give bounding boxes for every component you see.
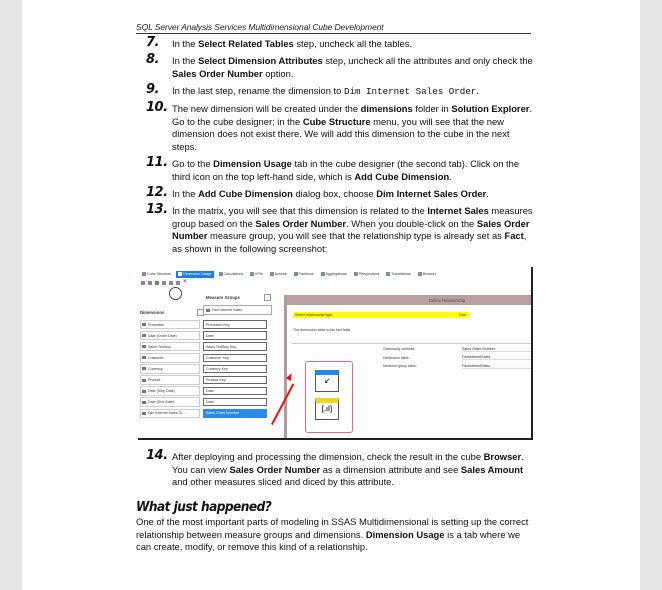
dimension-cell [140,331,200,341]
step-number: 9. [146,81,159,97]
tab-calculations [217,271,246,278]
matrix-row [140,374,274,385]
add-cube-dimension-icon [155,281,159,285]
dimension-cell [140,409,200,419]
tab-label: Aggregations [325,272,347,276]
tab-label: Cube Structure [147,272,172,276]
measure-group-icon [206,309,210,312]
dimension-cell [140,386,200,396]
step-item [136,448,536,489]
dimension-label: Currency [148,366,163,371]
matrix-row [140,408,274,419]
property-value: FactInternetSales [462,355,532,360]
step-number: 10. [146,100,168,116]
property-row [383,354,533,363]
dimension-icon [142,323,146,326]
text: After deploying and processing the dimension, check the result in the cube [172,451,484,462]
running-header: SQL Server Analysis Services Multidimensional Cube Development [136,22,531,34]
tab-label: Actions [274,272,287,276]
dimension-icon [142,390,146,393]
dimension-label: Product [148,378,161,383]
tab-label: Dimension Usage [183,272,212,276]
step-number: 7. [146,35,159,50]
text: as a dimension attribute and see [320,463,461,475]
tab-browser [416,271,438,278]
dimension-label: Date (Ship Date) [148,389,175,394]
measure-groups-dropdown [264,294,271,301]
text: folder in [412,103,452,115]
property-row [383,362,533,371]
tab-icon [219,272,223,276]
dimension-icon [142,379,146,382]
toolbar-icon [176,281,180,285]
tab-label: Perspectives [358,272,380,276]
tab-partitions [292,271,316,278]
bold-term: Sales Order Number [255,217,347,229]
step-item [136,52,536,80]
relationship-cell: Sales Territory Key [203,342,267,351]
step-number: 11. [146,155,168,171]
relationship-cell: Sales Order Number [203,409,267,418]
dimension-cell [140,397,200,407]
text: . When you double-click on the [346,217,477,229]
text: measures group based on the [172,205,533,229]
matrix-row [140,363,274,374]
dimension-table-icon: ↙ [315,370,339,392]
delete-icon: × [183,279,187,285]
relationship-type-value: Fact [458,312,469,318]
step-item [136,155,536,183]
text: tab in the cube designer (the second tab). Click on the third icon on the top left-hand side, which is [172,158,520,182]
dimension-label: Dim Internet Sales Or... [148,411,186,416]
tab-icon [418,272,422,276]
step-number: 8. [146,52,159,68]
toolbar-icon [141,281,145,285]
fact-measure-group: Fact Internet Sales [203,305,272,315]
dimension-icon [142,345,146,348]
toolbar-icon [148,281,152,285]
relationship-cell: Date [203,387,267,396]
dimension-icon [142,367,146,370]
bold-term: Select Dimension Attributes [198,55,323,67]
dimension-cell [140,375,200,385]
toolbar-icon [169,281,173,285]
cube-designer-screenshot [138,267,533,440]
dimension-icon [142,356,146,359]
step-14 [136,448,536,493]
text: The new dimension will be created under the [172,103,361,115]
tab-icon [178,272,182,276]
tab-icon [386,272,390,276]
bold-term: Solution Explorer [451,103,530,115]
dimension-label: Customer [148,355,164,360]
tab-icon [250,272,254,276]
tab-icon [354,272,358,276]
matrix-row [140,319,274,330]
text: menu, you will see that the new dimension does not exist there. We will add this dimension to the cube in the next steps. [172,115,510,152]
text: dialog box, choose [292,187,377,199]
relationship-cell: Date [203,398,267,407]
relationship-cell: Customer Key [203,354,267,363]
tab-label: Calculations [223,272,244,276]
matrix-row [140,352,274,363]
bold-term: Dim Internet Sales Order [376,187,487,199]
bold-term: Browser [483,451,522,462]
text: In the [172,55,199,67]
tab-aggregations [319,271,349,278]
matrix-row [140,386,274,397]
text: and other measures sliced and diced by this attribute. [172,476,395,488]
text: Go to the [172,158,214,170]
relationship-type-label: Select relationship type: [293,312,458,318]
dialog-title: Define Relationship [287,295,533,305]
text: option. [262,67,294,79]
text: In the [172,187,199,199]
relationship-cell: Date [203,331,267,340]
dimension-cell [140,342,200,352]
text: . Go to the cube designer; in the [172,103,533,127]
tab-translations [384,271,412,278]
dimension-icon [142,401,146,404]
dimension-label: Sales Territory [148,344,171,349]
property-value: Sales Order Number [462,347,532,352]
text: step, uncheck all the tables. [293,38,413,49]
property-label: Dimension table: [383,355,410,360]
code-term: Dim Internet Sales Order [343,85,477,97]
tab-icon [142,272,146,276]
relationship-type-row [293,311,533,318]
text: measure group, you will see that the relationship type is already set as [207,230,505,242]
step-item [136,81,536,99]
dimension-label: Promotion [148,322,165,327]
tab-label: KPIs [255,272,263,276]
tab-label: Partitions [298,272,314,276]
step-item [136,100,536,153]
relationship-description: The dimension table is the fact table. [293,328,352,332]
text: , as shown in the following screenshot: [172,230,527,254]
tab-cube-structure [140,271,173,278]
tab-label: Translations [391,272,411,276]
tab-perspectives [352,271,382,278]
bold-term: dimensions [360,103,413,115]
dimension-usage-toolbar [141,280,187,285]
property-label: Measure group table: [383,364,417,369]
property-row [383,345,533,354]
tab-icon [294,272,298,276]
bold-term: Internet Sales [427,205,489,217]
designer-tabs [140,270,438,278]
step-item [136,184,536,201]
dimension-cell [140,364,200,374]
text: is a tab where we can create, modify, or remove this kind of a relationship. [136,528,521,553]
step-item [136,202,536,255]
bold-term: Dimension Usage [365,528,445,540]
bold-term: Fact [504,230,524,242]
dimensions-header: Dimensions [140,310,165,315]
dimensions-dropdown [197,309,204,316]
property-label: Granularity attribute: [383,347,416,352]
divider [292,343,532,344]
bold-term: Dimension Usage [213,158,292,170]
tab-dimension-usage [176,271,213,278]
step-number: 14. [146,448,168,463]
dimension-icon [142,334,146,337]
text: . [476,84,479,96]
text: In the last step, rename the dimension to [172,84,344,96]
dimension-label: Date (Due Date) [148,400,175,405]
tab-icon [321,272,325,276]
relationship-cell: Promotion Key [203,320,267,329]
tab-actions [268,271,289,278]
step-item [136,35,536,51]
fact-table-icon: [.ıl] [315,398,339,420]
matrix-row [140,341,274,352]
bold-term: Sales Order Number [172,217,530,242]
relationship-properties [383,345,533,371]
bold-term: Sales Order Number [172,67,263,79]
dimension-label: Date (Order Date) [148,333,177,338]
matrix-row [140,397,274,408]
numbered-steps [136,35,536,260]
text: . [486,187,489,199]
dimension-cell [140,320,200,330]
text: One of the most important parts of modeling in SSAS Multidimensional is setting up the correct relationship between measure groups and dimensions. [136,516,529,540]
text: . You can view [172,451,524,475]
bold-term: Sales Amount [460,463,524,475]
matrix-row [140,330,274,341]
measure-groups-header: Measure Groups [206,295,240,300]
bold-term: Cube Structure [302,115,371,127]
highlight-circle [169,287,182,300]
relationship-cell: Currency Key [203,365,267,374]
section-heading: What just happened? [136,499,272,515]
text: step, uncheck all the attributes and only check the [322,55,533,67]
bold-term: Sales Order Number [229,463,321,475]
define-relationship-dialog [284,295,533,440]
relationship-cell: Product Key [203,376,267,385]
text: In the matrix, you will see that this dimension is related to the [172,205,428,217]
text: . [449,170,452,182]
dimension-usage-matrix [140,319,274,419]
step-number: 12. [146,184,168,200]
tab-label: Browser [422,272,436,276]
step-number: 13. [146,202,168,218]
tab-icon [270,272,274,276]
text: In the [172,38,199,49]
dimension-icon [142,412,146,415]
bold-term: Add Cube Dimension [198,187,293,199]
dimension-cell [140,353,200,363]
tab-kpis [248,271,265,278]
bold-term: Add Cube Dimension [354,170,450,182]
section-paragraph [136,516,536,554]
bold-term: Select Related Tables [198,38,294,49]
property-value: FactInternetSales [462,364,532,369]
toolbar-icon [162,281,166,285]
